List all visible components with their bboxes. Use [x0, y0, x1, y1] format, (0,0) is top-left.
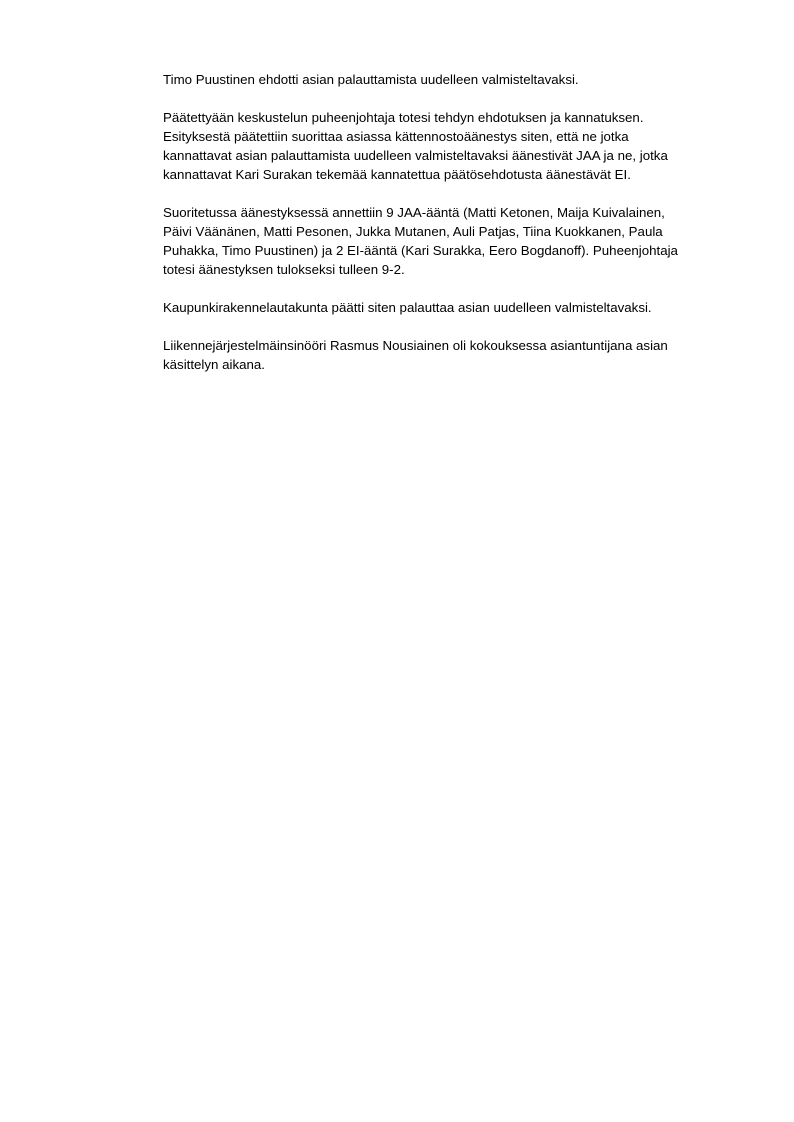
- paragraph-decision: [163, 298, 723, 317]
- text-line: totesi äänestyksen tulokseksi tulleen 9-2.: [163, 262, 405, 277]
- text-line: Timo Puustinen ehdotti asian palauttamista uudelleen valmisteltavaksi.: [163, 72, 579, 87]
- text-line: Puhakka, Timo Puustinen) ja 2 EI-ääntä (Kari Surakka, Eero Bogdanoff). Puheenjohtaja: [163, 243, 678, 258]
- text-line: Päivi Väänänen, Matti Pesonen, Jukka Mutanen, Auli Patjas, Tiina Kuokkanen, Paula: [163, 224, 663, 239]
- paragraph-vote-result: [163, 203, 723, 279]
- text-line: kannattavat Kari Surakan tekemää kannatettua päätösehdotusta äänestävät EI.: [163, 167, 631, 182]
- text-line: Liikennejärjestelmäinsinööri Rasmus Nousiainen oli kokouksessa asiantuntijana asian: [163, 338, 668, 353]
- text-line: Kaupunkirakennelautakunta päätti siten palauttaa asian uudelleen valmisteltavaksi.: [163, 300, 652, 315]
- text-line: Päätettyään keskustelun puheenjohtaja totesi tehdyn ehdotuksen ja kannatuksen.: [163, 110, 644, 125]
- text-line: Esityksestä päätettiin suorittaa asiassa kättennostoäänestys siten, että ne jotka: [163, 129, 629, 144]
- paragraph-expert: [163, 336, 723, 374]
- paragraph-discussion: [163, 108, 723, 184]
- document-body: [163, 70, 723, 393]
- text-line: Suoritetussa äänestyksessä annettiin 9 JAA-ääntä (Matti Ketonen, Maija Kuivalainen,: [163, 205, 665, 220]
- paragraph-proposal: [163, 70, 723, 89]
- text-line: kannattavat asian palauttamista uudelleen valmisteltavaksi äänestivät JAA ja ne, jotka: [163, 148, 668, 163]
- text-line: käsittelyn aikana.: [163, 357, 265, 372]
